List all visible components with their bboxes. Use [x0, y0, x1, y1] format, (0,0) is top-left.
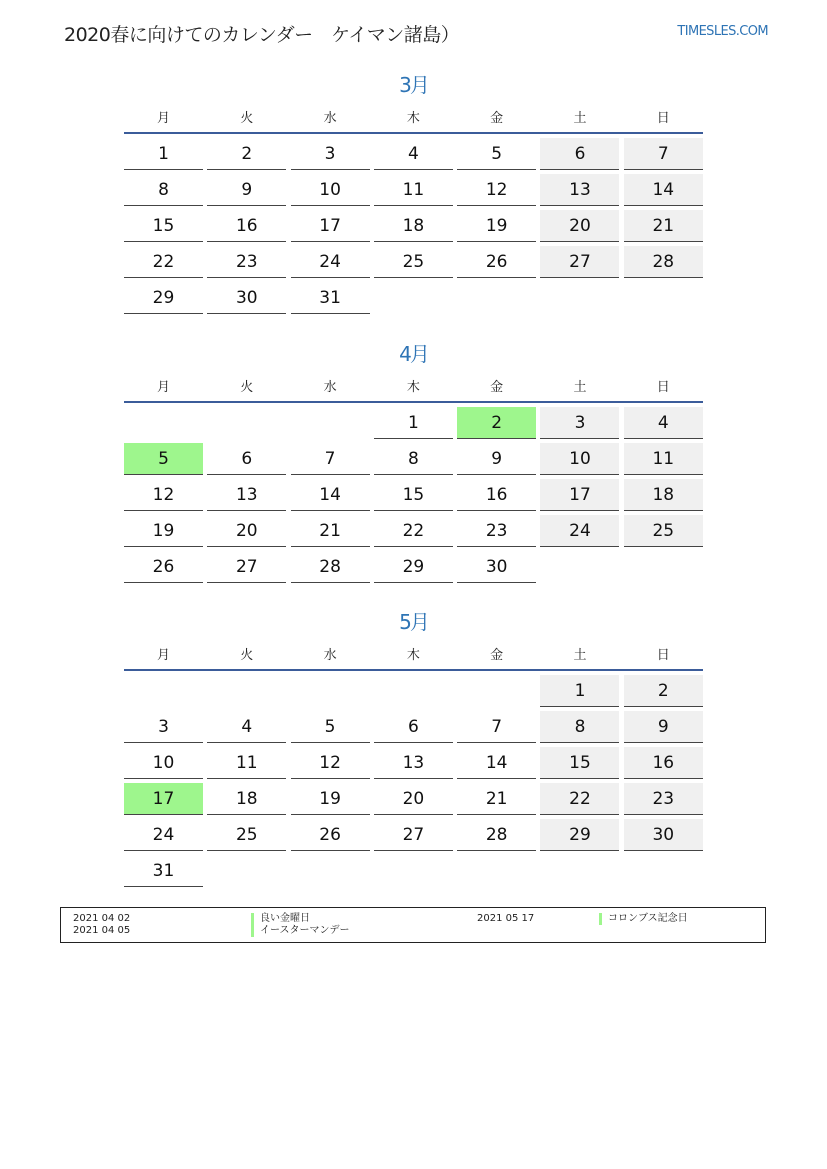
empty-day-cell [207, 855, 286, 887]
week-row [124, 479, 703, 515]
day-cell: 31 [291, 282, 370, 314]
day-cell: 27 [374, 819, 453, 851]
day-cell: 21 [457, 783, 536, 815]
legend-names-right [599, 913, 688, 925]
header-rule [124, 132, 703, 134]
legend-holiday-name: 良い金曜日 [251, 913, 350, 925]
day-cell: 18 [624, 479, 703, 511]
empty-day-cell [207, 675, 286, 707]
empty-day-cell [291, 675, 370, 707]
day-cell: 23 [457, 515, 536, 547]
legend-holiday-name: イースターマンデー [251, 925, 350, 937]
day-cell: 15 [374, 479, 453, 511]
header-rule [124, 669, 703, 671]
day-cell: 19 [124, 515, 203, 547]
weekday-label: 火 [240, 379, 254, 395]
week-row [124, 855, 703, 891]
day-cell: 24 [124, 819, 203, 851]
weekday-header [124, 637, 703, 669]
legend-holiday-name: コロンブス記念日 [599, 913, 688, 925]
empty-day-cell [624, 282, 703, 314]
empty-day-cell [457, 282, 536, 314]
weekday-label: 日 [656, 110, 670, 126]
day-cell: 24 [540, 515, 619, 547]
legend-date: 2021 05 17 [477, 913, 535, 924]
empty-day-cell [374, 675, 453, 707]
empty-day-cell [540, 282, 619, 314]
legend-names-left [251, 913, 350, 937]
day-cell: 28 [457, 819, 536, 851]
weekday-label: 土 [573, 647, 587, 663]
site-link[interactable]: TIMESLES.COM [677, 24, 768, 39]
week-row [124, 819, 703, 855]
holiday-day-cell: 2 [457, 407, 536, 439]
week-row [124, 783, 703, 819]
day-cell: 12 [124, 479, 203, 511]
day-cell: 7 [624, 138, 703, 170]
day-cell: 16 [457, 479, 536, 511]
month-march [124, 70, 703, 318]
month-may [124, 607, 703, 891]
day-cell: 16 [624, 747, 703, 779]
day-cell: 7 [457, 711, 536, 743]
day-cell: 20 [374, 783, 453, 815]
day-cell: 30 [207, 282, 286, 314]
month-grid [124, 407, 703, 587]
day-cell: 14 [457, 747, 536, 779]
day-cell: 19 [291, 783, 370, 815]
empty-day-cell [624, 551, 703, 583]
day-cell: 6 [540, 138, 619, 170]
day-cell: 23 [624, 783, 703, 815]
day-cell: 8 [374, 443, 453, 475]
weekday-label: 日 [656, 379, 670, 395]
day-cell: 3 [540, 407, 619, 439]
day-cell: 9 [457, 443, 536, 475]
day-cell: 5 [291, 711, 370, 743]
empty-day-cell [374, 855, 453, 887]
day-cell: 31 [124, 855, 203, 887]
day-cell: 18 [207, 783, 286, 815]
day-cell: 21 [291, 515, 370, 547]
day-cell: 26 [124, 551, 203, 583]
day-cell: 2 [624, 675, 703, 707]
day-cell: 17 [540, 479, 619, 511]
day-cell: 12 [457, 174, 536, 206]
weekday-label: 木 [406, 110, 420, 126]
day-cell: 14 [624, 174, 703, 206]
weekday-label: 日 [656, 647, 670, 663]
weekday-header [124, 100, 703, 132]
day-cell: 13 [540, 174, 619, 206]
day-cell: 10 [124, 747, 203, 779]
day-cell: 4 [624, 407, 703, 439]
weekday-label: 木 [406, 379, 420, 395]
day-cell: 20 [207, 515, 286, 547]
weekday-label: 月 [156, 647, 170, 663]
week-row [124, 282, 703, 318]
day-cell: 25 [207, 819, 286, 851]
day-cell: 4 [207, 711, 286, 743]
empty-day-cell [291, 855, 370, 887]
page-title: 2020春に向けてのカレンダー ケイマン諸島） [64, 24, 460, 46]
empty-day-cell [540, 855, 619, 887]
day-cell: 30 [457, 551, 536, 583]
day-cell: 1 [540, 675, 619, 707]
week-row [124, 675, 703, 711]
month-title: 4月 [399, 342, 428, 366]
day-cell: 29 [374, 551, 453, 583]
empty-day-cell [457, 855, 536, 887]
week-row [124, 515, 703, 551]
day-cell: 28 [624, 246, 703, 278]
day-cell: 11 [624, 443, 703, 475]
day-cell: 5 [457, 138, 536, 170]
day-cell: 3 [124, 711, 203, 743]
day-cell: 25 [624, 515, 703, 547]
header-rule [124, 401, 703, 403]
day-cell: 4 [374, 138, 453, 170]
weekday-label: 土 [573, 110, 587, 126]
day-cell: 15 [124, 210, 203, 242]
day-cell: 9 [624, 711, 703, 743]
week-row [124, 407, 703, 443]
holiday-day-cell: 17 [124, 783, 203, 815]
day-cell: 10 [540, 443, 619, 475]
week-row [124, 551, 703, 587]
week-row [124, 443, 703, 479]
day-cell: 22 [540, 783, 619, 815]
day-cell: 29 [540, 819, 619, 851]
weekday-label: 月 [156, 110, 170, 126]
week-row [124, 210, 703, 246]
empty-day-cell [124, 675, 203, 707]
empty-day-cell [457, 675, 536, 707]
day-cell: 10 [291, 174, 370, 206]
day-cell: 12 [291, 747, 370, 779]
empty-day-cell [374, 282, 453, 314]
day-cell: 6 [207, 443, 286, 475]
day-cell: 29 [124, 282, 203, 314]
empty-day-cell [291, 407, 370, 439]
empty-day-cell [624, 855, 703, 887]
weekday-label: 木 [406, 647, 420, 663]
day-cell: 16 [207, 210, 286, 242]
day-cell: 1 [374, 407, 453, 439]
day-cell: 15 [540, 747, 619, 779]
day-cell: 1 [124, 138, 203, 170]
day-cell: 26 [457, 246, 536, 278]
day-cell: 20 [540, 210, 619, 242]
day-cell: 22 [374, 515, 453, 547]
month-grid [124, 675, 703, 891]
weekday-label: 水 [323, 379, 337, 395]
day-cell: 18 [374, 210, 453, 242]
empty-day-cell [207, 407, 286, 439]
weekday-label: 金 [490, 379, 504, 395]
day-cell: 11 [374, 174, 453, 206]
day-cell: 27 [540, 246, 619, 278]
day-cell: 23 [207, 246, 286, 278]
week-row [124, 246, 703, 282]
week-row [124, 174, 703, 210]
month-title: 5月 [399, 610, 428, 634]
legend-date: 2021 04 02 [73, 913, 131, 924]
day-cell: 13 [207, 479, 286, 511]
weekday-label: 火 [240, 647, 254, 663]
day-cell: 2 [207, 138, 286, 170]
day-cell: 6 [374, 711, 453, 743]
day-cell: 8 [124, 174, 203, 206]
legend-dates-right [477, 913, 534, 925]
weekday-header [124, 369, 703, 401]
day-cell: 19 [457, 210, 536, 242]
weekday-label: 金 [490, 110, 504, 126]
day-cell: 14 [291, 479, 370, 511]
day-cell: 21 [624, 210, 703, 242]
legend-dates-left [73, 913, 130, 937]
day-cell: 9 [207, 174, 286, 206]
weekday-label: 月 [156, 379, 170, 395]
day-cell: 17 [291, 210, 370, 242]
weekday-label: 水 [323, 647, 337, 663]
week-row [124, 138, 703, 174]
day-cell: 8 [540, 711, 619, 743]
empty-day-cell [124, 407, 203, 439]
holiday-legend [60, 907, 766, 943]
day-cell: 30 [624, 819, 703, 851]
weekday-label: 水 [323, 110, 337, 126]
legend-date: 2021 04 05 [73, 925, 131, 936]
month-title: 3月 [399, 73, 428, 97]
day-cell: 27 [207, 551, 286, 583]
month-grid [124, 138, 703, 318]
weekday-label: 土 [573, 379, 587, 395]
day-cell: 28 [291, 551, 370, 583]
day-cell: 3 [291, 138, 370, 170]
month-april [124, 339, 703, 587]
week-row [124, 747, 703, 783]
day-cell: 11 [207, 747, 286, 779]
weekday-label: 金 [490, 647, 504, 663]
empty-day-cell [540, 551, 619, 583]
day-cell: 22 [124, 246, 203, 278]
day-cell: 7 [291, 443, 370, 475]
weekday-label: 火 [240, 110, 254, 126]
day-cell: 13 [374, 747, 453, 779]
day-cell: 25 [374, 246, 453, 278]
day-cell: 24 [291, 246, 370, 278]
day-cell: 26 [291, 819, 370, 851]
holiday-day-cell: 5 [124, 443, 203, 475]
week-row [124, 711, 703, 747]
